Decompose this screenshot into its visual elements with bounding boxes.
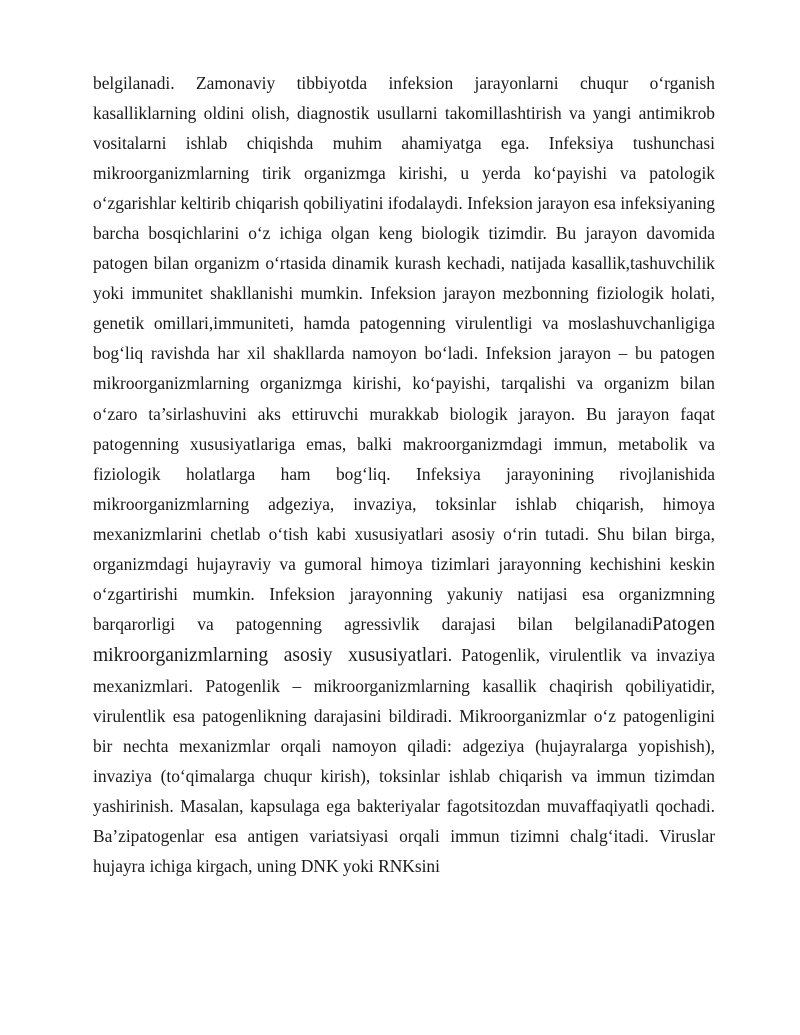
paragraph-rest: Patogenlik, virulentlik va invaziya mexanizmlari. Patogenlik – mikroorganizmlarning kasallik chaqirish qobiliyatidir, virulentlik esa patogenlikning darajasini bildiradi. Mikroorganizmlar o‘z patogenligini bir nechta mexanizmlar orqali namoyon qiladi: adgeziya (hujayralarga yopishish), invaziya (to‘qimalarga chuqur kirish), toksinlar ishlab chiqarish va immun tizimdan yashirinish. Masalan, kapsulaga ega bakteriyalar fagotsitozdan muvaffaqiyatli qochadi. Ba’zipatogenlar esa antigen variatsiyasi orqali immun tizimni chalg‘itadi. Viruslar hujayra ichiga kirgach, uning DNK yoki RNKsini <box>93 644 715 877</box>
document-page <box>93 68 715 881</box>
section-heading-inline: Patogen mikroorganizmlarning asosiy xususiyatlari <box>93 613 715 666</box>
heading-dot: . <box>447 644 453 665</box>
paragraph-start: belgilanadi. Zamonaviy tibbiyotda infeksion jarayonlarni chuqur o‘rganish kasalliklarning oldini olish, diagnostik usullarni takomillashtirish va yangi antimikrob vositalarni ishlab chiqishda muhim ahamiyatga ega. Infeksiya tushunchasi mikroorganizmlarning tirik organizmga kirishi, u yerda ko‘payishi va patologik o‘zgarishlar keltirib chiqarish qobiliyatini ifodalaydi. Infeksion jarayon esa infeksiyaning barcha bosqichlarini o‘z ichiga olgan keng biologik tizimdir. Bu jarayon davomida patogen bilan organizm o‘rtasida dinamik kurash kechadi, natijada kasallik,tashuvchilik yoki immunitet shakllanishi mumkin. Infeksion jarayon mezbonning fiziologik holati, genetik omillari,immuniteti, hamda patogenning virulentligi va moslashuvchanligiga bog‘liq ravishda har xil shakllarda namoyon bo‘ladi. Infeksion jarayon – bu patogen mikroorganizmlarning organizmga kirishi, ko‘payishi, tarqalishi va organizm bilan o‘zaro ta’sirlashuvini aks ettiruvchi murakkab biologik jarayon. Bu jarayon faqat patogenning xususiyatlariga emas, balki makroorganizmdagi immun, metabolik va fiziologik holatlarga ham bog‘liq. Infeksiya jarayonining rivojlanishida mikroorganizmlarning adgeziya, invaziya, toksinlar ishlab chiqarish, himoya mexanizmlarini chetlab o‘tish kabi xususiyatlari asosiy o‘rin tutadi. Shu bilan birga, organizmdagi hujayraviy va gumoral himoya tizimlari jarayonning kechishini keskin o‘zgartirishi mumkin. Infeksion jarayonning yakuniy natijasi esa organizmning barqarorligi va patogenning agressivlik darajasi bilan belgilanadi <box>93 73 715 634</box>
body-paragraph <box>93 68 715 881</box>
